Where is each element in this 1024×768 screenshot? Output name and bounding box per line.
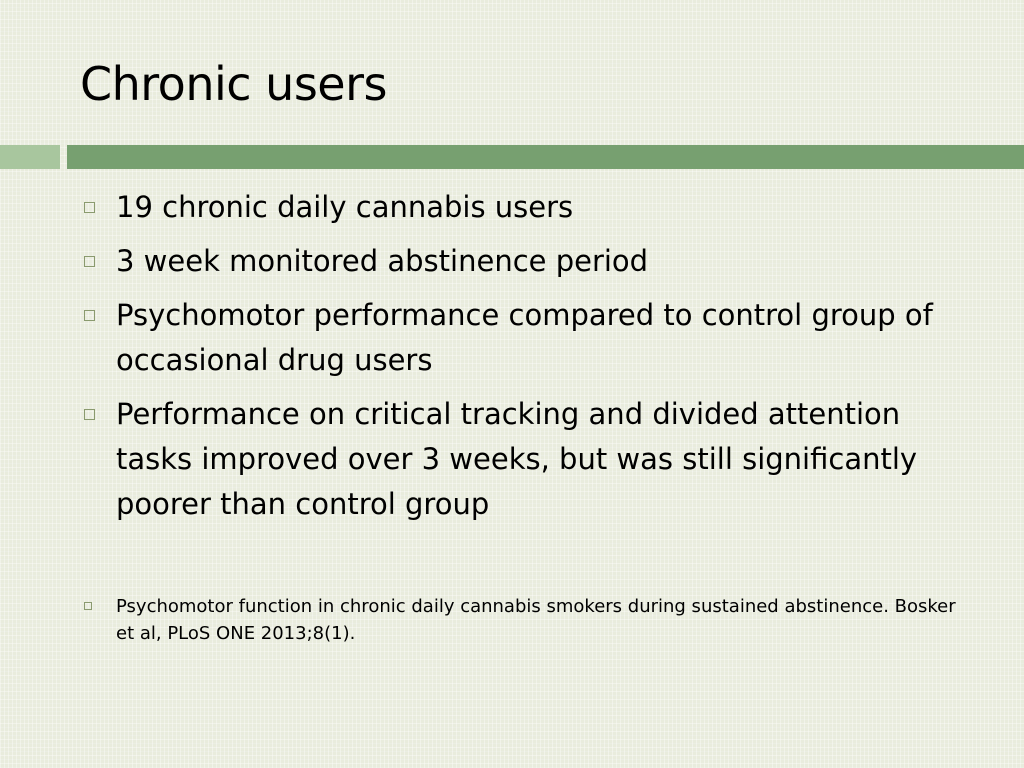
- square-bullet-icon: [84, 602, 92, 610]
- bullet-item: [80, 392, 980, 527]
- bullet-list: [80, 185, 980, 536]
- bullet-text: 3 week monitored abstinence period: [116, 244, 649, 278]
- bullet-text: Psychomotor performance compared to control group of occasional drug users: [116, 298, 933, 377]
- bullet-item: [80, 239, 980, 284]
- bullet-item: [80, 293, 980, 383]
- slide-title: Chronic users: [80, 57, 387, 111]
- square-bullet-icon: [84, 256, 95, 267]
- square-bullet-icon: [84, 202, 95, 213]
- bullet-item: [80, 185, 980, 230]
- square-bullet-icon: [84, 409, 95, 420]
- bullet-text: Performance on critical tracking and divided attention tasks improved over 3 weeks, but was still significantly poorer than control group: [116, 397, 918, 521]
- title-rule-accent: [0, 145, 60, 169]
- title-rule-bar: [67, 145, 1024, 169]
- square-bullet-icon: [84, 310, 95, 321]
- citation-text: Psychomotor function in chronic daily cannabis smokers during sustained abstinence. Bosker et al, PLoS ONE 2013;8(1).: [116, 596, 956, 644]
- citation: [80, 593, 976, 647]
- bullet-text: 19 chronic daily cannabis users: [116, 190, 574, 224]
